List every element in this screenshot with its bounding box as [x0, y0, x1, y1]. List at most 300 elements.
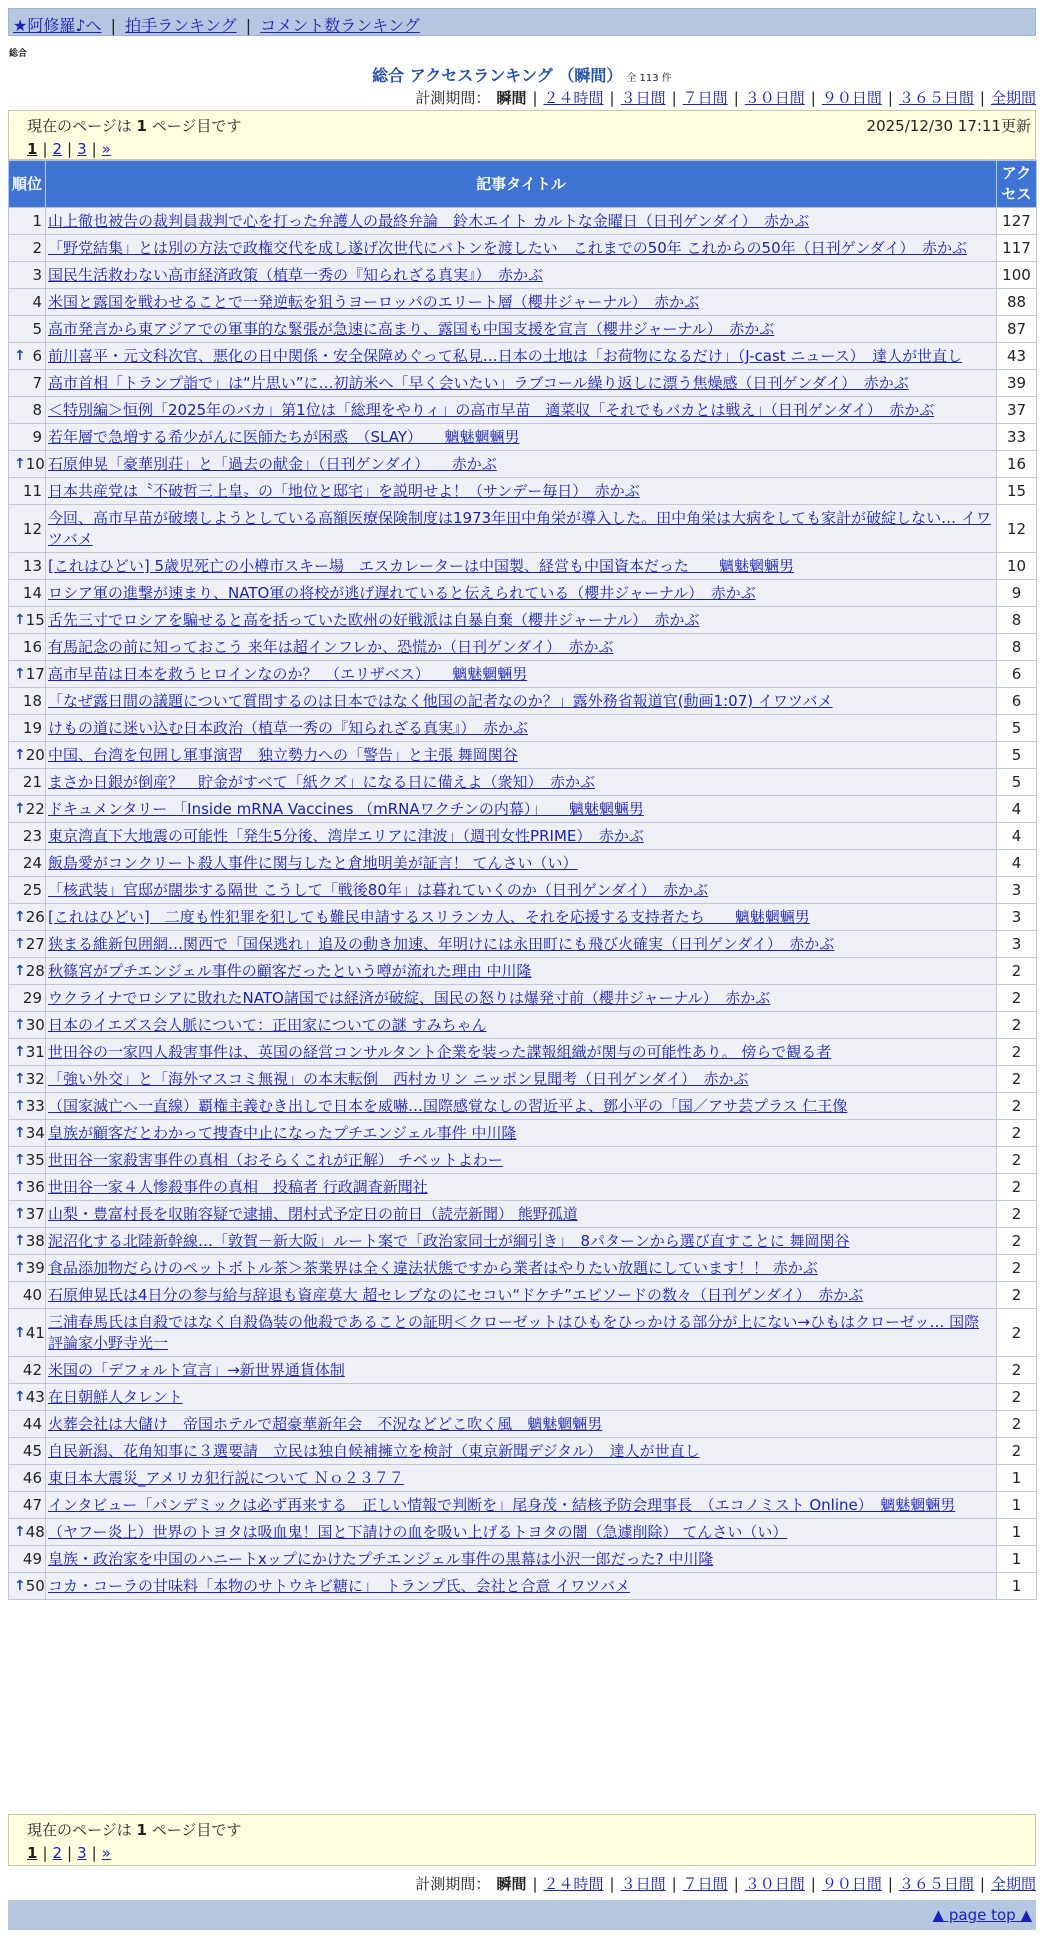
rank-number: 6 [32, 347, 42, 365]
article-title-link[interactable]: 泥沼化する北陸新幹線…「敦賀－新大阪」ルート案で「政治家同士が綱引き」 8パターンから選び直すことに 舞岡関谷 [48, 1232, 850, 1250]
title-cell [46, 580, 997, 607]
article-title-link[interactable]: 中国、台湾を包囲し軍事演習 独立勢力への「警告」と主張 舞岡関谷 [48, 746, 518, 764]
rank-number: 11 [22, 482, 42, 500]
title-cell [46, 343, 997, 370]
article-title-link[interactable]: 山上徹也被告の裁判員裁判で心を打った弁護人の最終弁論 鈴木エイト カルトな金曜日（日刊ゲンダイ） 赤かぶ [48, 212, 810, 230]
article-title-link[interactable]: 高市早苗は日本を救うヒロインなのか？ （エリザベス） 魑魅魍魎男 [48, 665, 528, 683]
article-title-link[interactable]: 日本共産党は〝不破哲三上皇〟の「地位と邸宅」を説明せよ！（サンデー毎日） 赤かぶ [48, 482, 640, 500]
rank-up-arrow-icon: ↑ [14, 456, 26, 472]
page-info-box-bottom [8, 1814, 1036, 1866]
rank-number: 41 [25, 1323, 45, 1342]
article-title-link[interactable]: 高市発言から東アジアでの軍事的な緊張が急速に高まり、露国も中国支援を宣言（櫻井ジャーナル） 赤かぶ [48, 320, 775, 338]
article-title-link[interactable]: 皇族・政治家を中国のハニートxップにかけたプチエンジェル事件の黒幕は小沢一郎だった? 中川隆 [48, 1550, 714, 1568]
title-cell [46, 1201, 997, 1228]
page-info-suffix: ページ目です [151, 1821, 242, 1839]
rank-cell [9, 904, 46, 931]
table-row [9, 1573, 1037, 1600]
title-cell [46, 1282, 997, 1309]
title-cell [46, 688, 997, 715]
access-count: 127 [997, 208, 1037, 235]
article-title-link[interactable]: [これはひどい] 5歳児死亡の小樽市スキー場 エスカレーターは中国製、経営も中国資本だった 魑魅魍魎男 [48, 557, 795, 575]
access-count: 4 [997, 823, 1037, 850]
title-cell [46, 607, 997, 634]
rank-cell [9, 1282, 46, 1309]
period-link[interactable]: ３０日間 [744, 1875, 805, 1893]
rank-up-arrow-icon: ↑ [14, 909, 26, 925]
table-row [9, 931, 1037, 958]
title-cell [46, 1174, 997, 1201]
table-row [9, 769, 1037, 796]
period-link[interactable]: ３６５日間 [898, 1875, 974, 1893]
nav-separator: | [110, 16, 117, 35]
rank-number: 43 [25, 1388, 45, 1406]
pager-current: 1 [27, 140, 38, 158]
table-row [9, 715, 1037, 742]
period-link[interactable]: ３６５日間 [898, 89, 974, 107]
article-title-link[interactable]: 世田谷の一家四人殺害事件は、英国の経営コンサルタント企業を装った諜報組織が関与の可能性あり。 傍らで観る者 [48, 1043, 832, 1061]
title-cell [46, 1120, 997, 1147]
access-count: 1 [997, 1573, 1037, 1600]
period-link[interactable]: 全期間 [990, 89, 1036, 107]
rank-cell [9, 397, 46, 424]
article-title-link[interactable]: 「強い外交」と「海外マスコミ無視」の本末転倒 西村カリン ニッポン見聞考（日刊ゲンダイ） 赤かぶ [48, 1070, 749, 1088]
title-cell [46, 1039, 997, 1066]
pager-separator: | [67, 1844, 73, 1862]
table-row [9, 316, 1037, 343]
article-title-link[interactable]: 石原伸晃「豪華別荘」と「過去の献金」（日刊ゲンダイ） 赤かぶ [48, 455, 497, 473]
period-link[interactable]: ２４時間 [543, 89, 604, 107]
rank-cell [9, 1174, 46, 1201]
article-title-link[interactable]: 舌先三寸でロシアを騙せると高を括っていた欧州の好戦派は自暴自棄（櫻井ジャーナル） 赤かぶ [48, 611, 700, 629]
access-count: 5 [997, 715, 1037, 742]
rank-cell [9, 1012, 46, 1039]
page-info-box-top [8, 110, 1036, 160]
article-title-link[interactable]: 世田谷一家殺害事件の真相（おそらくこれが正解） チベットよわー [48, 1151, 503, 1169]
rank-up-arrow-icon: ↑ [14, 963, 26, 979]
table-row [9, 688, 1037, 715]
pager-next-link[interactable]: » [101, 1844, 111, 1862]
rank-cell [9, 1384, 46, 1411]
title-cell [46, 796, 997, 823]
period-label: 計測期間： [415, 89, 491, 107]
rank-number: 28 [25, 962, 45, 980]
rank-cell [9, 343, 46, 370]
article-title-link[interactable]: （ヤフー炎上）世界のトヨタは吸血鬼！国と下請けの血を吸い上げるトヨタの闇（急遽削除） てんさい（い） [48, 1523, 788, 1541]
access-count: 3 [997, 904, 1037, 931]
table-row [9, 1066, 1037, 1093]
access-count: 2 [997, 1120, 1037, 1147]
rank-up-arrow-icon: ↑ [14, 348, 26, 364]
access-count: 2 [997, 1201, 1037, 1228]
period-separator: | [733, 1875, 739, 1893]
title-cell [46, 1309, 997, 1357]
pager-page-link[interactable]: 3 [77, 1844, 87, 1862]
period-separator: | [979, 1875, 985, 1893]
rank-up-arrow-icon: ↑ [14, 1389, 26, 1405]
rank-cell [9, 1519, 46, 1546]
title-cell [46, 1357, 997, 1384]
page-info-prefix: 現在のページは [27, 117, 132, 135]
access-count: 1 [997, 1492, 1037, 1519]
article-title-link[interactable]: 東日本大震災_アメリカ犯行説について Ｎｏ２３７７ [48, 1469, 404, 1487]
rank-cell [9, 661, 46, 688]
title-cell [46, 424, 997, 451]
rank-number: 4 [32, 293, 42, 311]
article-title-link[interactable]: 自民新潟、花角知事に３選要請 立民は独自候補擁立を検討（東京新聞デジタル） 達人が世直し [48, 1442, 700, 1460]
period-link[interactable]: ３日間 [620, 1875, 666, 1893]
rank-number: 13 [22, 557, 42, 575]
rank-up-arrow-icon: ↑ [14, 1044, 26, 1060]
rank-up-arrow-icon: ↑ [14, 1125, 26, 1141]
article-title-link[interactable]: ウクライナでロシアに敗れたNATO諸国では経済が破綻、国民の怒りは爆発寸前（櫻井ジャーナル） 赤かぶ [48, 989, 771, 1007]
rank-cell [9, 424, 46, 451]
article-title-link[interactable]: 日本のイエズス会人脈について：正田家についての謎 すみちゃん [48, 1016, 487, 1034]
title-cell [46, 289, 997, 316]
article-title-link[interactable]: 飯島愛がコンクリート殺人事件に関与したと倉地明美が証言！ てんさい（い） [48, 854, 578, 872]
access-count: 2 [997, 1309, 1037, 1357]
article-title-link[interactable]: ロシア軍の進撃が速まり、NATO軍の将校が逃げ遅れていると伝えられている（櫻井ジャーナル） 赤かぶ [48, 584, 756, 602]
table-row [9, 1039, 1037, 1066]
rank-cell [9, 715, 46, 742]
article-title-link[interactable]: 狭まる維新包囲網…関西で「国保逃れ」追及の動き加速、年明けには永田町にも飛び火確実（日刊ゲンダイ） 赤かぶ [48, 935, 835, 953]
article-title-link[interactable]: まさか日銀が倒産？ 貯金がすべて「紙クズ」になる日に備えよ（衆知） 赤かぶ [48, 773, 596, 791]
total-count: 全 113 件 [626, 73, 672, 84]
pager-separator: | [91, 140, 97, 158]
pager-page-link[interactable]: 2 [52, 1844, 63, 1862]
rank-up-arrow-icon: ↑ [14, 1206, 26, 1222]
access-count: 2 [997, 1357, 1037, 1384]
rank-number: 19 [22, 719, 42, 737]
page-info-prefix: 現在のページは [27, 1821, 132, 1839]
access-count: 1 [997, 1465, 1037, 1492]
period-selector-top [415, 87, 1036, 108]
title-cell [46, 931, 997, 958]
table-row [9, 607, 1037, 634]
table-row [9, 580, 1037, 607]
access-count: 2 [997, 1174, 1037, 1201]
ranking-title-text: 総合 アクセスランキング （瞬間） [372, 66, 623, 85]
access-count: 2 [997, 1147, 1037, 1174]
period-link[interactable]: ７日間 [682, 89, 728, 107]
access-count: 10 [997, 553, 1037, 580]
pager-page-link[interactable]: 3 [77, 140, 87, 158]
table-row [9, 1411, 1037, 1438]
rank-up-arrow-icon: ↑ [14, 747, 26, 763]
table-row [9, 1309, 1037, 1357]
table-row [9, 634, 1037, 661]
title-cell [46, 397, 997, 424]
rank-cell [9, 1309, 46, 1357]
rank-number: 29 [22, 989, 42, 1007]
title-cell [46, 451, 997, 478]
title-cell [46, 1546, 997, 1573]
period-link[interactable]: ２４時間 [543, 1875, 604, 1893]
article-title-link[interactable]: 「なぜ露日間の議題について質問するのは日本ではなく他国の記者なのか？」露外務省報道官(動画1:07) イワツバメ [48, 692, 833, 710]
rank-cell [9, 1438, 46, 1465]
rank-up-arrow-icon: ↑ [14, 1017, 26, 1033]
access-count: 2 [997, 1282, 1037, 1309]
footer-bar [8, 1900, 1036, 1930]
rank-cell [9, 1411, 46, 1438]
page-info-number: 1 [136, 1821, 147, 1839]
title-cell [46, 661, 997, 688]
table-row [9, 823, 1037, 850]
access-count: 33 [997, 424, 1037, 451]
article-title-link[interactable]: 火葬会社は大儲け 帝国ホテルで超豪華新年会 不況などどこ吹く風 魑魅魍魎男 [48, 1415, 603, 1433]
title-cell [46, 553, 997, 580]
rank-number: 17 [25, 665, 45, 683]
period-link[interactable]: ３日間 [620, 89, 666, 107]
table-row [9, 1120, 1037, 1147]
title-cell [46, 1465, 997, 1492]
rank-number: 25 [22, 881, 42, 899]
title-cell [46, 985, 997, 1012]
ranking-table [8, 160, 1037, 1600]
rank-number: 34 [25, 1124, 45, 1142]
article-title-link[interactable]: 今回、高市早苗が破壊しようとしている高額医療保険制度は1973年田中角栄が導入した。田中角栄は大病をしても家計が破綻しない… イワツバメ [48, 509, 991, 548]
article-title-link[interactable]: 東京湾直下大地震の可能性「発生5分後、湾岸エリアに津波」（週刊女性PRIME） 赤かぶ [48, 827, 644, 845]
pager-separator: | [42, 1844, 48, 1862]
article-title-link[interactable]: 食品添加物だらけのペットボトル茶＞茶業界は全く違法状態ですから業者はやりたい放題にしています！！ 赤かぶ [48, 1259, 818, 1277]
pager-separator: | [91, 1844, 97, 1862]
table-row [9, 1201, 1037, 1228]
access-count: 43 [997, 343, 1037, 370]
table-row [9, 424, 1037, 451]
access-count: 2 [997, 1255, 1037, 1282]
article-title-link[interactable]: コカ・コーラの甘味料「本物のサトウキビ糖に」 トランプ氏、会社と合意 イワツバメ [48, 1577, 630, 1595]
table-row [9, 1282, 1037, 1309]
period-link[interactable]: ９０日間 [821, 89, 882, 107]
rank-cell [9, 478, 46, 505]
page-top-link[interactable]: ▲ page top ▲ [932, 1906, 1032, 1924]
rank-number: 5 [32, 320, 42, 338]
period-separator: | [979, 89, 985, 107]
rank-number: 8 [32, 401, 42, 419]
pager-next-link[interactable]: » [101, 140, 111, 158]
article-title-link[interactable]: 米国の「デフォルト宣言」→新世界通貨体制 [48, 1361, 345, 1379]
period-link[interactable]: 全期間 [990, 1875, 1036, 1893]
title-cell [46, 505, 997, 553]
title-cell [46, 1093, 997, 1120]
rank-number: 1 [32, 212, 42, 230]
title-cell [46, 877, 997, 904]
title-cell [46, 769, 997, 796]
rank-cell [9, 1201, 46, 1228]
access-count: 4 [997, 796, 1037, 823]
rank-cell [9, 634, 46, 661]
rank-number: 7 [32, 374, 42, 392]
rank-number: 2 [32, 239, 42, 257]
rank-cell [9, 823, 46, 850]
period-separator: | [810, 1875, 816, 1893]
rank-cell [9, 1255, 46, 1282]
access-count: 39 [997, 370, 1037, 397]
period-link[interactable]: ９０日間 [821, 1875, 882, 1893]
article-title-link[interactable]: けもの道に迷い込む日本政治（植草一秀の『知られざる真実』） 赤かぶ [48, 719, 529, 737]
title-header: 記事タイトル [46, 161, 997, 208]
article-title-link[interactable]: 若年層で急増する希少がんに医師たちが困惑 （SLAY） 魑魅魍魎男 [48, 428, 520, 446]
rank-number: 35 [25, 1151, 45, 1169]
article-title-link[interactable]: 国民生活救わない高市経済政策（植草一秀の『知られざる真実』） 赤かぶ [48, 266, 544, 284]
rank-number: 3 [32, 266, 42, 284]
rank-number: 23 [22, 827, 42, 845]
title-cell [46, 1066, 997, 1093]
access-count: 2 [997, 1411, 1037, 1438]
access-count: 2 [997, 1228, 1037, 1255]
rank-up-arrow-icon: ↑ [14, 1098, 26, 1114]
table-row [9, 1357, 1037, 1384]
rank-cell [9, 958, 46, 985]
rank-number: 48 [25, 1523, 45, 1541]
updated-timestamp: 2025/12/30 17:11更新 [866, 117, 1031, 135]
table-row [9, 904, 1037, 931]
rank-up-arrow-icon: ↑ [14, 1324, 26, 1341]
period-separator: | [671, 89, 677, 107]
rank-cell [9, 1120, 46, 1147]
access-count: 8 [997, 607, 1037, 634]
rank-cell [9, 985, 46, 1012]
top-nav-bar [8, 8, 1036, 36]
rank-number: 30 [25, 1016, 45, 1034]
article-title-link[interactable]: 前川喜平・元文科次官、悪化の日中関係・安全保障めぐって私見…日本の土地は「お荷物になるだけ」（J-cast ニュース） 達人が世直し [48, 347, 963, 365]
access-count: 100 [997, 262, 1037, 289]
rank-number: 12 [22, 519, 42, 538]
rank-number: 15 [25, 611, 45, 629]
table-row [9, 553, 1037, 580]
article-title-link[interactable]: 石原伸晃氏は4日分の参与給与辞退も資産莫大 超セレブなのにセコい“ドケチ”エピソードの数々（日刊ゲンダイ） 赤かぶ [48, 1286, 864, 1304]
rank-cell [9, 1066, 46, 1093]
rank-number: 50 [25, 1577, 45, 1595]
article-title-link[interactable]: 秋篠宮がプチエンジェル事件の顧客だったという噂が流れた理由 中川隆 [48, 962, 532, 980]
article-title-link[interactable]: 有馬記念の前に知っておこう 来年は超インフレか、恐慌か（日刊ゲンダイ） 赤かぶ [48, 638, 614, 656]
access-count: 12 [997, 505, 1037, 553]
table-row [9, 1438, 1037, 1465]
article-title-link[interactable]: ＜特別編＞恒例「2025年のバカ」第1位は「総理をやりィ」の高市早苗 適菜収「それでもバカとは戦え」（日刊ゲンダイ） 赤かぶ [48, 401, 935, 419]
table-row [9, 877, 1037, 904]
period-separator: | [609, 89, 615, 107]
page-info-number: 1 [136, 117, 147, 135]
rank-cell [9, 931, 46, 958]
access-count: 6 [997, 688, 1037, 715]
rank-number: 10 [25, 455, 45, 473]
title-cell [46, 235, 997, 262]
article-title-link[interactable]: 「野党結集」とは別の方法で政権交代を成し遂げ次世代にバトンを渡したい これまでの50年 これからの50年（日刊ゲンダイ） 赤かぶ [48, 239, 967, 257]
table-row [9, 796, 1037, 823]
period-current: 瞬間 [496, 1875, 527, 1893]
access-count: 87 [997, 316, 1037, 343]
period-link[interactable]: ７日間 [682, 1875, 728, 1893]
rank-cell [9, 451, 46, 478]
period-separator: | [671, 1875, 677, 1893]
ranking-table-body [9, 208, 1037, 1600]
table-row [9, 1465, 1037, 1492]
rank-cell [9, 235, 46, 262]
rank-number: 31 [25, 1043, 45, 1061]
table-row [9, 289, 1037, 316]
rank-number: 27 [25, 935, 45, 953]
home-link[interactable]: ★阿修羅♪へ [13, 16, 102, 35]
table-row [9, 1384, 1037, 1411]
article-title-link[interactable]: （国家滅亡へ一直線）覇権主義むき出しで日本を威嚇…国際感覚なしの習近平よ、鄧小平の「国／アサ芸プラス 仁王像 [48, 1097, 848, 1115]
period-link[interactable]: ３０日間 [744, 89, 805, 107]
article-title-link[interactable]: 山梨・豊富村長を収賄容疑で逮捕、閉村式予定日の前日（読売新聞） 熊野孤道 [48, 1205, 578, 1223]
rank-cell [9, 796, 46, 823]
article-title-link[interactable]: 皇族が顧客だとわかって捜査中止になったプチエンジェル事件 中川隆 [48, 1124, 517, 1142]
table-row [9, 478, 1037, 505]
article-title-link[interactable]: 高市首相「トランプ詣で」は“片思い”に…初訪米へ「早く会いたい」ラブコール繰り返しに漂う焦燥感（日刊ゲンダイ） 赤かぶ [48, 374, 909, 392]
table-row [9, 505, 1037, 553]
access-count: 4 [997, 850, 1037, 877]
article-title-link[interactable]: [これはひどい] 二度も性犯罪を犯しても難民申請するスリランカ人、それを応援する支持者たち 魑魅魍魎男 [48, 908, 810, 926]
rank-number: 45 [22, 1442, 42, 1460]
title-cell [46, 1438, 997, 1465]
rank-up-arrow-icon: ↑ [14, 1152, 26, 1168]
table-header-row [9, 161, 1037, 208]
rank-cell [9, 1147, 46, 1174]
rank-number: 38 [25, 1232, 45, 1250]
access-count: 5 [997, 742, 1037, 769]
title-cell [46, 316, 997, 343]
table-row [9, 1174, 1037, 1201]
nav-separator: | [245, 16, 252, 35]
rank-cell [9, 1228, 46, 1255]
title-cell [46, 1255, 997, 1282]
rank-number: 44 [22, 1415, 42, 1433]
pager-page-link[interactable]: 2 [52, 140, 63, 158]
comment-ranking-link[interactable]: コメント数ランキング [260, 16, 420, 35]
rank-cell [9, 289, 46, 316]
access-count: 2 [997, 1039, 1037, 1066]
pager-top [27, 140, 1017, 158]
rank-number: 9 [32, 428, 42, 446]
access-count: 3 [997, 931, 1037, 958]
table-row [9, 850, 1037, 877]
rank-number: 14 [22, 584, 42, 602]
rank-number: 32 [25, 1070, 45, 1088]
page-info-suffix: ページ目です [151, 117, 242, 135]
clap-ranking-link[interactable]: 拍手ランキング [125, 16, 237, 35]
article-title-link[interactable]: 米国と露国を戦わせることで一発逆転を狙うヨーロッパのエリート層（櫻井ジャーナル） 赤かぶ [48, 293, 700, 311]
rank-number: 24 [22, 854, 42, 872]
rank-up-arrow-icon: ↑ [14, 801, 26, 817]
pager-separator: | [67, 140, 73, 158]
rank-cell [9, 742, 46, 769]
article-title-link[interactable]: ドキュメンタリー 「Inside mRNA Vaccines （mRNAワクチンの内幕）」 魑魅魍魎男 [48, 800, 644, 818]
article-title-link[interactable]: 「核武装」官邸が闊歩する隔世 こうして「戦後80年」は暮れていくのか（日刊ゲンダイ） 赤かぶ [48, 881, 709, 899]
article-title-link[interactable]: インタビュー「パンデミックは必ず再来する 正しい情報で判断を」尾身茂・結核予防会理事長 （エコノミスト Online） 魑魅魍魎男 [48, 1496, 956, 1514]
rank-number: 20 [25, 746, 45, 764]
rank-cell [9, 1093, 46, 1120]
access-count: 1 [997, 1519, 1037, 1546]
rank-number: 40 [22, 1286, 42, 1304]
period-separator: | [887, 89, 893, 107]
access-count: 16 [997, 451, 1037, 478]
article-title-link[interactable]: 世田谷一家４人惨殺事件の真相 投稿者 行政調査新聞社 [48, 1178, 428, 1196]
rank-cell [9, 1357, 46, 1384]
article-title-link[interactable]: 在日朝鮮人タレント [48, 1388, 183, 1406]
period-current: 瞬間 [496, 89, 527, 107]
rank-up-arrow-icon: ↑ [14, 666, 26, 682]
rank-cell [9, 316, 46, 343]
article-title-link[interactable]: 三浦春馬氏は自殺ではなく自殺偽装の他殺であることの証明＜クローゼットはひもをひっかける部分が上にない→ひもはクローゼッ… 国際評論家小野寺光一 [48, 1313, 980, 1352]
rank-number: 26 [25, 908, 45, 926]
title-cell [46, 1012, 997, 1039]
access-count: 15 [997, 478, 1037, 505]
access-count: 2 [997, 985, 1037, 1012]
period-label: 計測期間： [415, 1875, 491, 1893]
title-cell [46, 1573, 997, 1600]
pager-bottom [27, 1844, 1017, 1862]
